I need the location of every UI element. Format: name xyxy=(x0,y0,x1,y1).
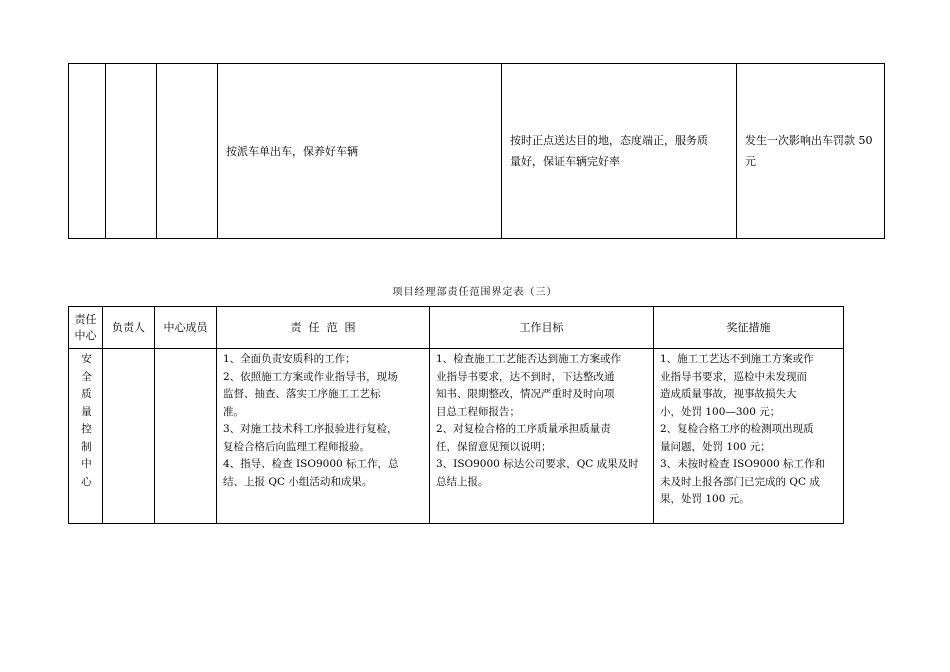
center-char: 制 xyxy=(81,440,92,453)
header-scope xyxy=(217,307,430,349)
members-cell xyxy=(155,349,217,524)
header-center-line: 中心 xyxy=(74,328,97,342)
header-measures: 奖征措施 xyxy=(654,307,844,349)
members-cell xyxy=(157,64,218,239)
measure-line: 小，处罚 100—300 元； xyxy=(660,405,781,418)
goal-line: 任，保留意见预以说明； xyxy=(436,440,552,453)
goal-line: 总结上报。 xyxy=(436,475,489,488)
measure-line: 造成质量事故，视事故损失大 xyxy=(660,388,797,400)
scope-line: 结、上报 QC 小组活动和成果。 xyxy=(223,475,373,488)
goal-line: 业指导书要求，达不到时，下达整改通 xyxy=(436,370,615,383)
scope-line: 2、依照施工方案或作业指导书，现场 xyxy=(223,370,398,383)
scope-cell xyxy=(217,349,430,524)
goal-line: 按时正点送达目的地，态度端正，服务质 xyxy=(510,134,708,147)
scope-line: 4、指导、检查 ISO9000 标工作，总 xyxy=(223,458,399,470)
responsibility-table-continuation xyxy=(68,63,885,239)
goal-line: 3、ISO9000 标达公司要求，QC 成果及时 xyxy=(436,458,639,470)
owner-cell xyxy=(106,64,157,239)
measure-line: 未及时上报各部门已完成的 QC 成 xyxy=(660,475,820,488)
center-char: 质 xyxy=(81,388,92,400)
measure-line: 2、复检合格工序的检测项出现质 xyxy=(660,423,814,435)
measure-cell xyxy=(737,64,885,239)
goal-line: 量好，保证车辆完好率 xyxy=(510,155,620,168)
header-center xyxy=(69,307,103,349)
center-cell xyxy=(69,64,106,239)
table-caption: 项目经理部责任范围界定表（三） xyxy=(392,287,558,298)
goal-line: 2、对复检合格的工序质量承担质量责 xyxy=(436,423,611,435)
header-goal: 工作目标 xyxy=(430,307,654,349)
header-owner: 负责人 xyxy=(103,307,155,349)
measure-line: 发生一次影响出车罚款 50 xyxy=(745,134,873,147)
header-center-line: 责任 xyxy=(74,312,97,326)
scope-line: 1、全面负责安质科的工作； xyxy=(223,353,356,365)
goal-cell xyxy=(430,349,654,524)
responsibility-scope-table xyxy=(68,306,844,524)
header-members: 中心成员 xyxy=(155,307,217,349)
center-char: 心 xyxy=(81,475,92,488)
goal-line: 1、检查施工工艺能否达到施工方案或作 xyxy=(436,353,622,365)
measure-line: 3、未按时检查 ISO9000 标工作和 xyxy=(660,458,826,470)
center-char: 中 xyxy=(81,458,92,470)
goal-line: 知书、限期整改，情况严重时及时向项 xyxy=(436,388,615,400)
measure-cell xyxy=(654,349,844,524)
measure-line: 1、施工工艺达不到施工方案或作 xyxy=(660,353,814,365)
center-char: 安 xyxy=(81,353,92,365)
measure-line: 量问题，处罚 100 元； xyxy=(660,440,771,453)
measure-line: 果，处罚 100 元。 xyxy=(660,493,750,505)
goal-cell xyxy=(502,64,737,239)
center-name-cell xyxy=(69,349,103,524)
table-header-row xyxy=(69,307,844,349)
owner-cell xyxy=(103,349,155,524)
center-char: 控 xyxy=(81,423,92,435)
table-row xyxy=(69,349,844,524)
measure-line: 元 xyxy=(745,155,756,168)
scope-line: 3、对施工技术科工序报验进行复检， xyxy=(223,423,398,435)
scope-line: 复检合格后向监理工程师报验。 xyxy=(223,440,370,453)
scope-line: 准。 xyxy=(223,405,244,418)
scope-line: 监督、抽查、落实工序施工工艺标 xyxy=(223,388,381,400)
measure-line: 业指导书要求，巡检中未发现而 xyxy=(660,370,807,383)
goal-line: 目总工程师报告； xyxy=(436,405,520,418)
center-char: 全 xyxy=(81,370,92,383)
table-row xyxy=(69,64,885,239)
center-char: 量 xyxy=(81,405,92,418)
header-scope-label: 责 任 范 围 xyxy=(290,320,356,334)
scope-cell: 按派车单出车，保养好车辆 xyxy=(218,64,502,239)
